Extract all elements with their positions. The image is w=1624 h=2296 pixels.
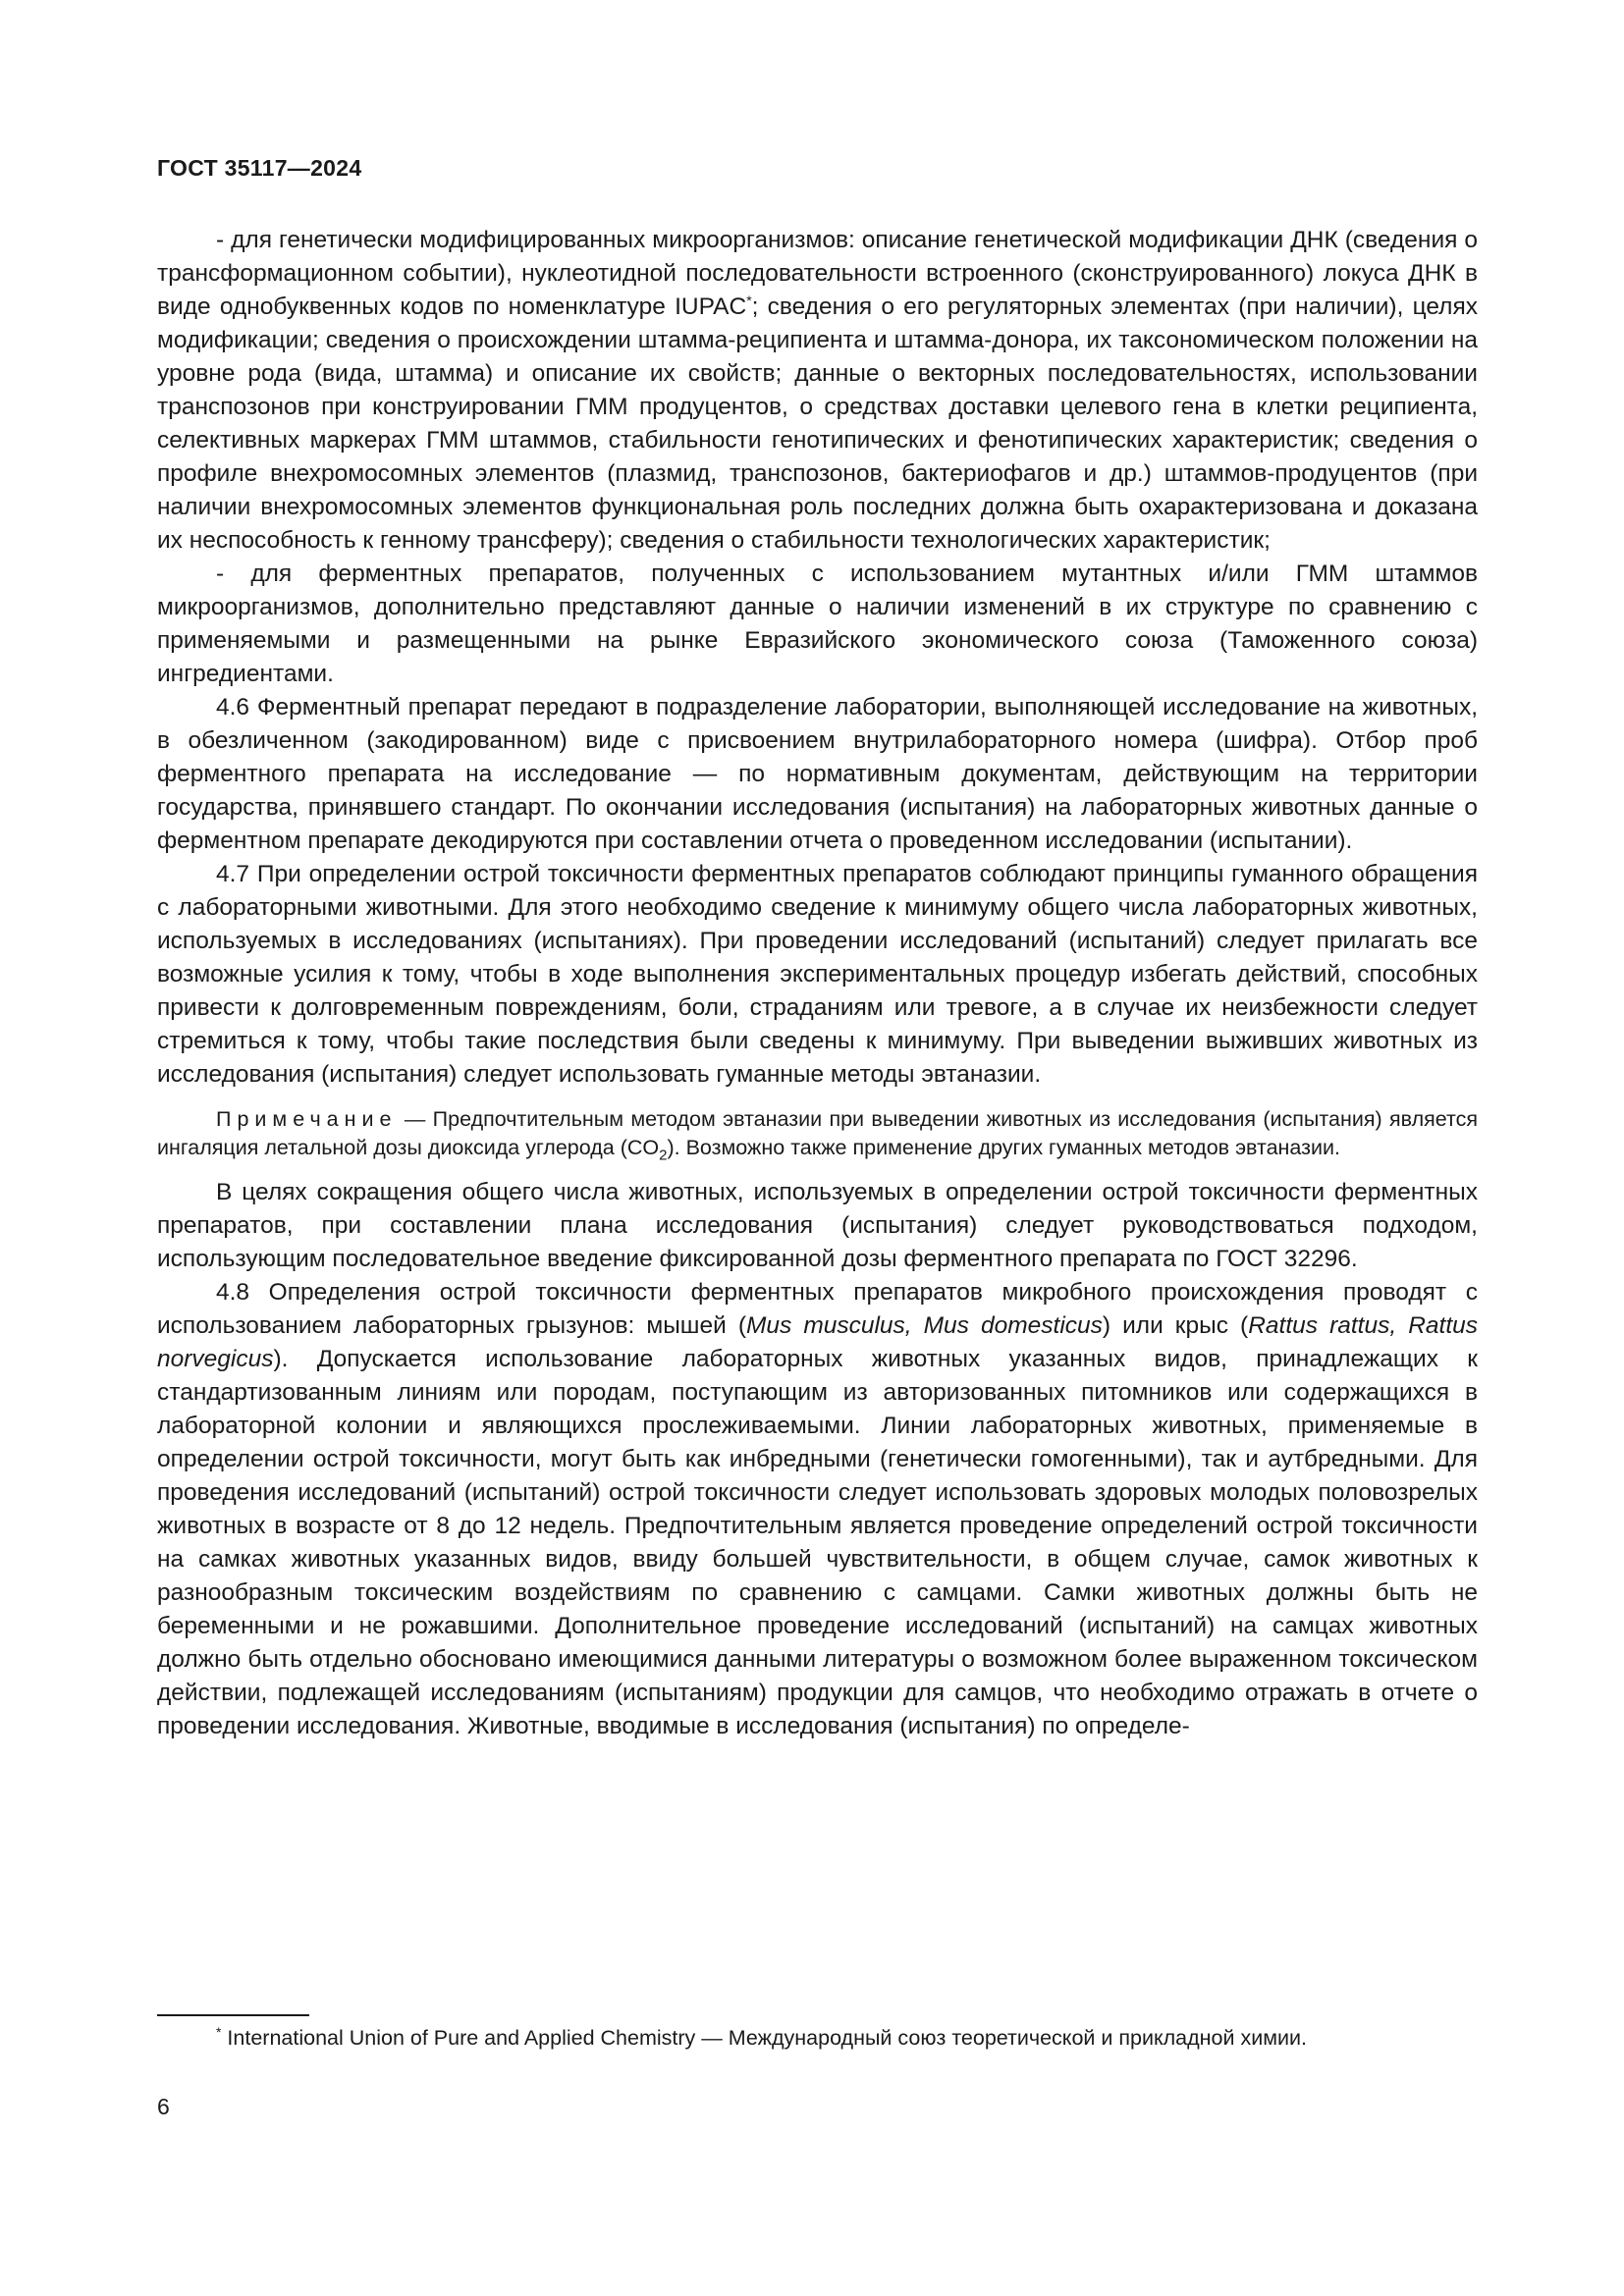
paragraph-text: ) или крыс ( xyxy=(1102,1312,1249,1339)
paragraph-text: ). Допускается использование лабораторных животных указанных видов, принадлежащих к стандартизованным линиям или породам, поступающим из авторизованных питомников или содержащихся в лабораторной колонии и являющихся прослеживаемыми. Линии лабораторных животных, применяемые в определении острой токсичности, могут быть как инбредными (генетически гомогенными), так и аутбредными. Для проведения исследований (испытаний) острой токсичности следует использовать здоровых молодых половозрелых животных в возрасте от 8 до 12 недель. Предпочтительным является проведение определений острой токсичности на самках животных указанных видов, ввиду большей чувствительности, в общем случае, самок животных к разнообразным токсическим воздействиям по сравнению с самцами. Самки животных должны быть не беременными и не рожавшими. Дополнительное проведение исследований (испытаний) на самцах животных должно быть отдельно обосновано имеющимися данными литературы о возможном более выраженном токсическом действии, подлежащей исследованиям (испытаниям) продукции для самцов, что необходимо отражать в отчете о проведении исследования. Животные, вводимые в исследования (испытания) по определе- xyxy=(157,1346,1478,1739)
note xyxy=(157,1105,1478,1162)
paragraph-4-6: 4.6 Ферментный препарат передают в подразделение лаборатории, выполняющей исследование на животных, в обезличенном (закодированном) виде с присвоением внутрилабораторного номера (шифра). Отбор проб ферментного препарата на исследование — по нормативным документам, действующим на территории государства, принявшего стандарт. По окончании исследования (испытания) на лабораторных животных данные о ферментном препарате декодируются при составлении отчета о проведенном исследовании (испытании). xyxy=(157,694,1478,854)
paragraph-gmm-microorganisms xyxy=(157,224,1478,558)
page-number: 6 xyxy=(157,2094,170,2119)
footnote-marker: * xyxy=(216,2023,222,2040)
species-rats: Rattus rattus, Rattus norvegicus xyxy=(157,1312,1479,1372)
document-body xyxy=(157,224,1478,1743)
note-text: — Предпочтительным методом эвтаназии при выведении животных из исследования (испытания) является ингаляция летальной дозы диоксида углерода (CO xyxy=(157,1107,1478,1159)
paragraph-text: - для генетически модифицированных микроорганизмов: описание генетической модификации ДНК (сведения о трансформационном событии), нуклеотидной последовательности встроенного (сконструированного) локуса ДНК в виде однобуквенных кодов по номенклатуре IUPAC xyxy=(157,227,1478,320)
species-mice: Mus musculus, Mus domesticus xyxy=(745,1312,1103,1339)
footnote xyxy=(157,2024,1478,2053)
paragraph-reduction: В целях сокращения общего числа животных, используемых в определении острой токсичности ферментных препаратов, при составлении плана исследования (испытания) следует руководствоваться подходом, использующим последовательное введение фиксированной дозы ферментного препарата по ГОСТ 32296. xyxy=(157,1179,1478,1272)
note-text-end: ). Возможно также применение других гуманных методов эвтаназии. xyxy=(667,1136,1340,1159)
paragraph-text: ; сведения о его регуляторных элементах (при наличии), целях модификации; сведения о происхождении штамма-реципиента и штамма-донора, их таксономическом положении на уровне рода (вида, штамма) и описание их свойств; данные о векторных последовательностях, использовании транспозонов при конструировании ГММ продуцентов, о средствах доставки целевого гена в клетки реципиента, селективных маркерах ГММ штаммов, стабильности генотипических и фенотипических характеристик; сведения о профиле внехромосомных элементов (плазмид, транспозонов, бактериофагов и др.) штаммов-продуцентов (при наличии внехромосомных элементов функциональная роль последних должна быть охарактеризована и доказана их неспособность к генному трансферу); сведения о стабильности технологических характеристик; xyxy=(157,294,1478,554)
page-header-standard-id: ГОСТ 35117—2024 xyxy=(157,155,362,181)
paragraph-4-7: 4.7 При определении острой токсичности ферментных препаратов соблюдают принципы гуманного обращения с лабораторными животными. Для этого необходимо сведение к минимуму общего числа лабораторных животных, используемых в исследованиях (испытаниях). При проведении исследований (испытаний) следует прилагать все возможные усилия к тому, чтобы в ходе выполнения экспериментальных процедур избегать действий, способных привести к долговременным повреждениям, боли, страданиям или тревоге, а в случае их неизбежности следует стремиться к тому, чтобы такие последствия были сведены к минимуму. При выведении выживших животных из исследования (испытания) следует использовать гуманные методы эвтаназии. xyxy=(157,861,1478,1088)
footnote-divider xyxy=(157,2014,309,2016)
footnote-marker: * xyxy=(746,292,752,308)
footnote-text: International Union of Pure and Applied Chemistry — Международный союз теоретической и прикладной химии. xyxy=(221,2026,1308,2050)
paragraph-enzyme-preparations: - для ферментных препаратов, полученных с использованием мутантных и/или ГММ штаммов микроорганизмов, дополнительно представляют данные о наличии изменений в их структуре по сравнению с применяемыми и размещенными на рынке Евразийского экономического союза (Таможенного союза) ингредиентами. xyxy=(157,561,1478,687)
note-subscript: 2 xyxy=(659,1147,668,1164)
paragraph-4-8 xyxy=(157,1276,1478,1743)
note-label: Примечание xyxy=(216,1107,398,1131)
paragraph-text: 4.8 Определения острой токсичности ферментных препаратов микробного происхождения проводят с использованием лабораторных грызунов: мышей ( xyxy=(157,1279,1478,1339)
